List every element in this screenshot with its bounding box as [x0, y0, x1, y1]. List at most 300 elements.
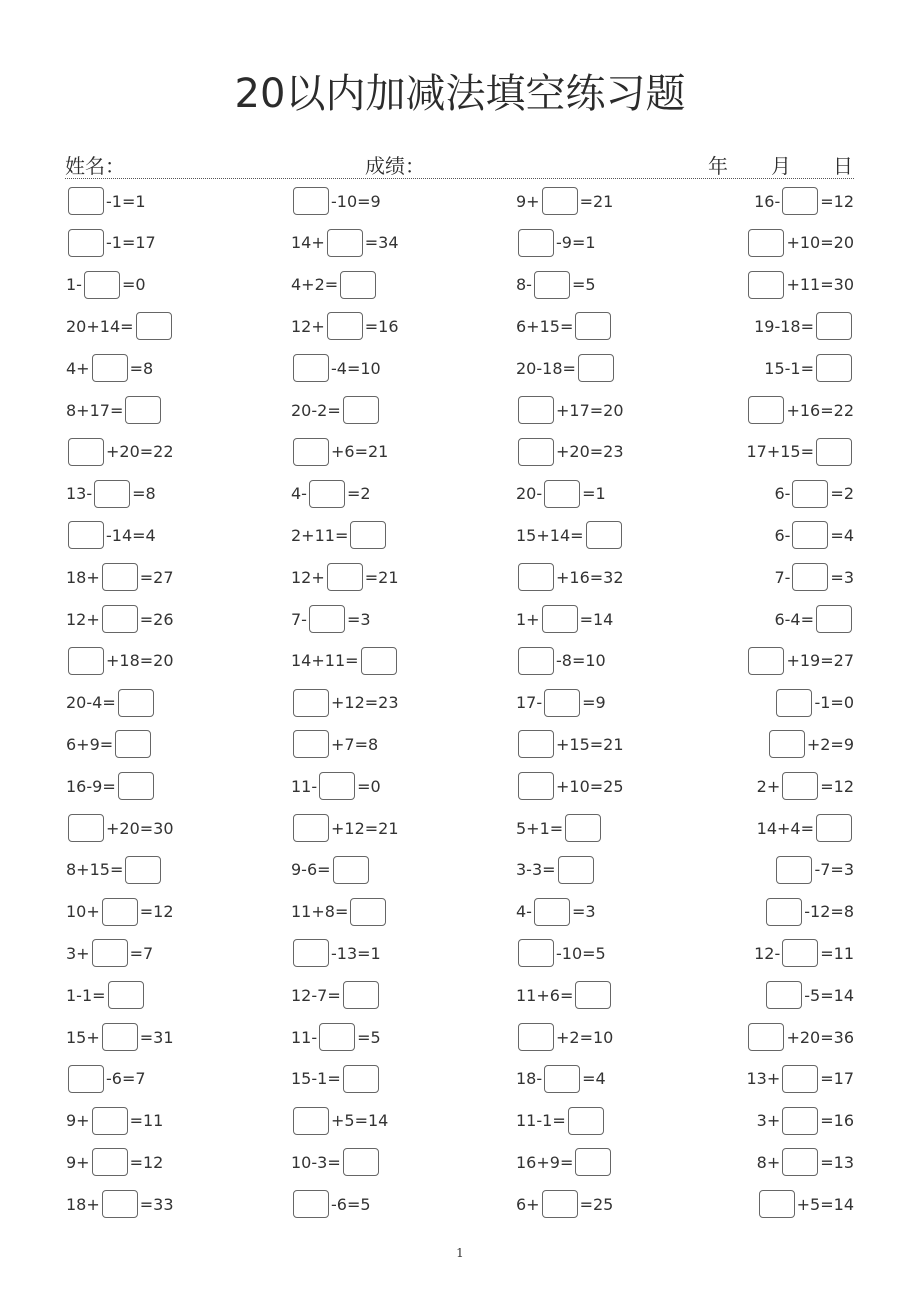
- problem-text-after: =7: [129, 943, 154, 963]
- problem-text-after: -1=1: [106, 191, 146, 211]
- problem-text-before: 16+9=: [516, 1152, 574, 1172]
- problem-text-after: =34: [364, 233, 399, 253]
- answer-box[interactable]: [293, 814, 329, 842]
- answer-box[interactable]: [327, 229, 363, 257]
- answer-box[interactable]: [319, 772, 355, 800]
- problem-text-after: -9=1: [556, 233, 596, 253]
- problem-text-before: 16-9=: [66, 776, 116, 796]
- answer-box[interactable]: [748, 229, 784, 257]
- answer-box[interactable]: [766, 898, 802, 926]
- problem-text-after: =0: [121, 275, 146, 295]
- problem-item: [291, 604, 371, 634]
- answer-box[interactable]: [293, 689, 329, 717]
- problem-text-after: =31: [139, 1027, 174, 1047]
- problem-text-after: +20=22: [106, 442, 174, 462]
- problem-item: [291, 938, 381, 968]
- problem-text-after: +20=36: [786, 1027, 854, 1047]
- name-label: 姓名：: [65, 154, 125, 178]
- problem-text-before: 20-18=: [516, 358, 576, 378]
- problem-item: [291, 688, 399, 718]
- problem-text-before: 10+: [66, 902, 100, 922]
- problem-item: [66, 1106, 163, 1136]
- problem-item: [66, 479, 156, 509]
- answer-box[interactable]: [333, 856, 369, 884]
- answer-box[interactable]: [816, 438, 852, 466]
- problem-text-before: 20-2=: [291, 400, 341, 420]
- answer-box[interactable]: [293, 730, 329, 758]
- problem-text-before: 11+8=: [291, 902, 349, 922]
- answer-box[interactable]: [343, 981, 379, 1009]
- problem-text-after: -6=7: [106, 1069, 146, 1089]
- answer-box[interactable]: [293, 354, 329, 382]
- answer-box[interactable]: [792, 521, 828, 549]
- answer-box[interactable]: [544, 689, 580, 717]
- problem-item: [746, 646, 854, 676]
- year-label: 年: [708, 154, 728, 178]
- problem-item: [291, 562, 399, 592]
- answer-box[interactable]: [68, 647, 104, 675]
- problem-text-after: =5: [357, 1027, 381, 1047]
- problem-text-before: 8+15=: [66, 860, 124, 880]
- answer-box[interactable]: [518, 563, 554, 591]
- problem-text-before: 15-1=: [291, 1069, 341, 1089]
- answer-box[interactable]: [782, 1148, 818, 1176]
- answer-box[interactable]: [343, 1148, 379, 1176]
- problem-text-after: =0: [357, 776, 381, 796]
- problem-text-before: 6+9=: [66, 734, 114, 754]
- answer-box[interactable]: [578, 354, 614, 382]
- problem-text-after: =9: [582, 693, 606, 713]
- problem-item: [291, 186, 381, 216]
- problem-text-before: 14+: [291, 233, 325, 253]
- problem-text-before: 6-: [774, 525, 791, 545]
- problem-item: [291, 729, 378, 759]
- problem-item: [774, 688, 854, 718]
- problem-text-before: 8+17=: [66, 400, 124, 420]
- problem-text-after: =3: [571, 902, 596, 922]
- problem-item: [66, 437, 174, 467]
- answer-box[interactable]: [350, 898, 386, 926]
- answer-box[interactable]: [102, 563, 138, 591]
- answer-box[interactable]: [327, 563, 363, 591]
- answer-box[interactable]: [544, 480, 580, 508]
- answer-box[interactable]: [748, 396, 784, 424]
- answer-box[interactable]: [108, 981, 144, 1009]
- problem-text-before: 15+14=: [516, 525, 584, 545]
- answer-box[interactable]: [293, 1107, 329, 1135]
- answer-box[interactable]: [565, 814, 601, 842]
- answer-box[interactable]: [327, 312, 363, 340]
- problem-item: [291, 1106, 388, 1136]
- answer-box[interactable]: [68, 521, 104, 549]
- problem-text-before: 17-: [516, 693, 543, 713]
- problem-text-before: 11-1=: [516, 1111, 566, 1131]
- problem-item: [516, 980, 613, 1010]
- answer-box[interactable]: [68, 229, 104, 257]
- answer-box[interactable]: [68, 187, 104, 215]
- problem-text-before: 13+: [746, 1069, 781, 1089]
- problem-item: [764, 980, 854, 1010]
- problem-item: [516, 688, 606, 718]
- problem-text-after: +5=14: [796, 1194, 854, 1214]
- problem-item: [66, 897, 174, 927]
- problem-text-before: 17+15=: [746, 442, 814, 462]
- answer-box[interactable]: [518, 438, 554, 466]
- answer-box[interactable]: [782, 1065, 818, 1093]
- answer-box[interactable]: [782, 187, 818, 215]
- answer-box[interactable]: [748, 647, 784, 675]
- answer-box[interactable]: [102, 605, 138, 633]
- problem-item: [754, 311, 854, 341]
- problem-text-after: +11=30: [786, 275, 854, 295]
- problem-item: [66, 1064, 146, 1094]
- problem-text-before: 2+: [756, 776, 781, 796]
- problem-item: [746, 1064, 854, 1094]
- month-label: 月: [771, 154, 791, 178]
- problem-text-after: +12=21: [331, 818, 399, 838]
- score-label: 成绩：: [365, 154, 425, 178]
- problem-item: [757, 1106, 854, 1136]
- problem-item: [516, 646, 606, 676]
- problem-text-before: 11-: [291, 776, 318, 796]
- problem-item: [66, 353, 153, 383]
- answer-box[interactable]: [518, 647, 554, 675]
- problem-item: [746, 270, 854, 300]
- problem-text-after: =12: [139, 902, 174, 922]
- problem-text-before: 16-: [754, 191, 781, 211]
- problem-item: [774, 479, 854, 509]
- answer-box[interactable]: [782, 1107, 818, 1135]
- answer-box[interactable]: [575, 981, 611, 1009]
- problem-text-before: 9+: [516, 191, 540, 211]
- problem-item: [291, 520, 388, 550]
- problem-item: [66, 228, 156, 258]
- answer-box[interactable]: [558, 856, 594, 884]
- problem-item: [291, 479, 371, 509]
- answer-box[interactable]: [84, 271, 120, 299]
- problem-item: [516, 395, 624, 425]
- problem-item: [66, 562, 174, 592]
- answer-box[interactable]: [293, 1190, 329, 1218]
- problem-item: [774, 604, 854, 634]
- answer-box[interactable]: [748, 1023, 784, 1051]
- problem-item: [516, 604, 613, 634]
- problem-text-after: =16: [820, 1111, 854, 1131]
- problem-item: [291, 897, 388, 927]
- answer-box[interactable]: [68, 814, 104, 842]
- problem-item: [516, 1147, 613, 1177]
- problem-item: [66, 980, 146, 1010]
- problem-item: [516, 270, 596, 300]
- problem-text-before: 15+: [66, 1027, 100, 1047]
- answer-box[interactable]: [361, 647, 397, 675]
- problem-text-before: 12+: [66, 609, 100, 629]
- problem-text-after: +10=25: [556, 776, 624, 796]
- problem-item: [66, 1147, 163, 1177]
- problem-item: [291, 395, 381, 425]
- answer-box[interactable]: [309, 605, 345, 633]
- problem-text-before: 3-3=: [516, 860, 556, 880]
- problem-item: [291, 813, 399, 843]
- answer-box[interactable]: [575, 1148, 611, 1176]
- problem-text-after: +6=21: [331, 442, 389, 462]
- problem-item: [516, 479, 606, 509]
- answer-box[interactable]: [92, 1107, 128, 1135]
- problem-text-after: =3: [346, 609, 371, 629]
- answer-box[interactable]: [136, 312, 172, 340]
- problem-text-after: =2: [830, 484, 854, 504]
- problem-text-after: +2=9: [806, 734, 854, 754]
- page-title: 20以内加减法填空练习题: [234, 71, 686, 117]
- answer-box[interactable]: [782, 772, 818, 800]
- answer-box[interactable]: [769, 730, 805, 758]
- answer-box[interactable]: [118, 772, 154, 800]
- answer-box[interactable]: [319, 1023, 355, 1051]
- answer-box[interactable]: [92, 354, 128, 382]
- problem-text-before: 20-: [516, 484, 543, 504]
- answer-box[interactable]: [125, 396, 161, 424]
- problem-item: [516, 729, 624, 759]
- answer-box[interactable]: [309, 480, 345, 508]
- problem-text-after: =13: [820, 1152, 854, 1172]
- problem-item: [291, 771, 381, 801]
- problem-text-before: 9+: [66, 1152, 90, 1172]
- problem-text-before: 15-1=: [764, 358, 814, 378]
- problem-text-after: =1: [582, 484, 606, 504]
- answer-box[interactable]: [92, 939, 128, 967]
- answer-box[interactable]: [68, 1065, 104, 1093]
- problem-text-after: +15=21: [556, 734, 624, 754]
- answer-box[interactable]: [115, 730, 151, 758]
- problem-text-after: =16: [364, 316, 399, 336]
- problem-item: [291, 1147, 381, 1177]
- problem-item: [757, 771, 854, 801]
- answer-box[interactable]: [102, 1023, 138, 1051]
- answer-box[interactable]: [816, 312, 852, 340]
- problem-item: [516, 897, 596, 927]
- answer-box[interactable]: [542, 1190, 578, 1218]
- answer-box[interactable]: [575, 312, 611, 340]
- answer-box[interactable]: [586, 521, 622, 549]
- problem-text-after: =21: [364, 567, 399, 587]
- problem-text-after: =3: [830, 567, 854, 587]
- answer-box[interactable]: [534, 271, 570, 299]
- answer-box[interactable]: [340, 271, 376, 299]
- answer-box[interactable]: [293, 438, 329, 466]
- problem-text-after: +2=10: [556, 1027, 614, 1047]
- problem-text-after: -7=3: [814, 860, 854, 880]
- answer-box[interactable]: [102, 898, 138, 926]
- problem-text-after: +20=30: [106, 818, 174, 838]
- answer-box[interactable]: [759, 1190, 795, 1218]
- answer-box[interactable]: [776, 689, 812, 717]
- answer-box[interactable]: [776, 856, 812, 884]
- problem-item: [291, 980, 381, 1010]
- answer-box[interactable]: [343, 1065, 379, 1093]
- problem-item: [516, 855, 596, 885]
- problem-text-before: 8-: [516, 275, 532, 295]
- problem-text-after: +19=27: [786, 651, 854, 671]
- answer-box[interactable]: [518, 772, 554, 800]
- problem-text-before: 11+6=: [516, 985, 574, 1005]
- answer-box[interactable]: [792, 563, 828, 591]
- problem-item: [291, 1064, 381, 1094]
- answer-box[interactable]: [350, 521, 386, 549]
- problem-item: [516, 1064, 606, 1094]
- problem-item: [764, 897, 854, 927]
- problem-item: [291, 311, 399, 341]
- problem-item: [66, 855, 163, 885]
- answer-box[interactable]: [102, 1190, 138, 1218]
- problem-text-before: 18-: [516, 1069, 543, 1089]
- answer-box[interactable]: [534, 898, 570, 926]
- answer-box[interactable]: [816, 814, 852, 842]
- problem-text-before: 20+14=: [66, 316, 134, 336]
- problem-text-before: 4-: [516, 902, 532, 922]
- answer-box[interactable]: [792, 480, 828, 508]
- problem-item: [66, 186, 146, 216]
- problem-text-after: =2: [346, 484, 371, 504]
- problem-text-after: -13=1: [331, 943, 381, 963]
- problem-text-after: -6=5: [331, 1194, 371, 1214]
- answer-box[interactable]: [542, 187, 578, 215]
- problem-text-before: 1-: [66, 275, 82, 295]
- answer-box[interactable]: [544, 1065, 580, 1093]
- answer-box[interactable]: [518, 939, 554, 967]
- problem-text-before: 12+: [291, 316, 325, 336]
- problem-item: [767, 729, 854, 759]
- problem-text-after: +16=32: [556, 567, 624, 587]
- answer-box[interactable]: [782, 939, 818, 967]
- problem-text-after: -1=17: [106, 233, 156, 253]
- answer-box[interactable]: [94, 480, 130, 508]
- problem-text-after: =33: [139, 1194, 174, 1214]
- answer-box[interactable]: [343, 396, 379, 424]
- problem-text-before: 2+11=: [291, 525, 349, 545]
- problem-text-before: 9-6=: [291, 860, 331, 880]
- problem-text-before: 13-: [66, 484, 93, 504]
- problem-item: [516, 1022, 613, 1052]
- answer-box[interactable]: [518, 396, 554, 424]
- problem-text-after: =12: [129, 1152, 164, 1172]
- problem-item: [291, 855, 371, 885]
- problem-text-before: 19-18=: [754, 316, 814, 336]
- problem-item: [516, 771, 624, 801]
- problem-text-after: =5: [571, 275, 596, 295]
- problem-text-before: 12-: [754, 943, 781, 963]
- problem-item: [746, 437, 854, 467]
- problem-text-after: =11: [129, 1111, 164, 1131]
- problem-item: [774, 520, 854, 550]
- problem-text-after: =25: [579, 1194, 614, 1214]
- problem-text-after: =27: [139, 567, 174, 587]
- problem-item: [291, 228, 399, 258]
- problem-text-after: =14: [579, 609, 614, 629]
- answer-box[interactable]: [125, 856, 161, 884]
- answer-box[interactable]: [92, 1148, 128, 1176]
- problem-text-after: -4=10: [331, 358, 381, 378]
- problem-item: [757, 1189, 854, 1219]
- problem-item: [291, 270, 378, 300]
- problem-text-after: +5=14: [331, 1111, 389, 1131]
- problem-text-before: 20-4=: [66, 693, 116, 713]
- problem-text-after: -5=14: [804, 985, 854, 1005]
- problem-item: [66, 311, 174, 341]
- problem-item: [66, 1189, 174, 1219]
- answer-box[interactable]: [518, 1023, 554, 1051]
- problem-text-after: -1=0: [814, 693, 854, 713]
- answer-box[interactable]: [816, 605, 852, 633]
- problem-item: [754, 938, 854, 968]
- problem-item: [516, 186, 613, 216]
- problem-item: [66, 938, 153, 968]
- answer-box[interactable]: [293, 939, 329, 967]
- problem-item: [516, 813, 603, 843]
- problem-text-before: 14+4=: [756, 818, 814, 838]
- problem-item: [66, 520, 156, 550]
- problem-item: [757, 813, 854, 843]
- problem-item: [516, 1106, 606, 1136]
- answer-box[interactable]: [293, 187, 329, 215]
- answer-box[interactable]: [766, 981, 802, 1009]
- problem-item: [754, 186, 854, 216]
- problem-item: [66, 813, 174, 843]
- problem-item: [774, 855, 854, 885]
- problem-text-before: 9+: [66, 1111, 90, 1131]
- answer-box[interactable]: [118, 689, 154, 717]
- problem-text-after: -12=8: [804, 902, 854, 922]
- problem-text-before: 8+: [756, 1152, 781, 1172]
- problem-text-before: 3+: [756, 1111, 781, 1131]
- problem-text-after: =4: [830, 525, 854, 545]
- problem-text-before: 4+2=: [291, 275, 339, 295]
- problem-text-before: 1-1=: [66, 985, 106, 1005]
- answer-box[interactable]: [518, 229, 554, 257]
- problem-item: [746, 395, 854, 425]
- answer-box[interactable]: [542, 605, 578, 633]
- problem-text-before: 12-7=: [291, 985, 341, 1005]
- problem-text-before: 6-4=: [774, 609, 814, 629]
- problem-text-before: 12+: [291, 567, 325, 587]
- problem-text-before: 11-: [291, 1027, 318, 1047]
- problem-text-before: 14+11=: [291, 651, 359, 671]
- problem-item: [516, 938, 606, 968]
- problem-text-before: 7-: [774, 567, 791, 587]
- answer-box[interactable]: [68, 438, 104, 466]
- problem-text-before: 1+: [516, 609, 540, 629]
- problem-item: [746, 1022, 854, 1052]
- problem-item: [516, 1189, 613, 1219]
- problem-text-after: =21: [579, 191, 614, 211]
- problem-text-before: 4-: [291, 484, 307, 504]
- answer-box[interactable]: [518, 730, 554, 758]
- problem-text-before: 18+: [66, 1194, 100, 1214]
- problem-text-after: -8=10: [556, 651, 606, 671]
- answer-box[interactable]: [748, 271, 784, 299]
- problem-item: [66, 646, 174, 676]
- problem-item: [66, 771, 156, 801]
- answer-box[interactable]: [816, 354, 852, 382]
- problem-text-before: 6+: [516, 1194, 540, 1214]
- problem-text-after: +10=20: [786, 233, 854, 253]
- problem-item: [66, 729, 153, 759]
- problem-text-after: =4: [582, 1069, 606, 1089]
- problem-text-after: -10=5: [556, 943, 606, 963]
- answer-box[interactable]: [568, 1107, 604, 1135]
- problem-item: [291, 353, 381, 383]
- problem-item: [291, 646, 399, 676]
- problem-item: [516, 228, 596, 258]
